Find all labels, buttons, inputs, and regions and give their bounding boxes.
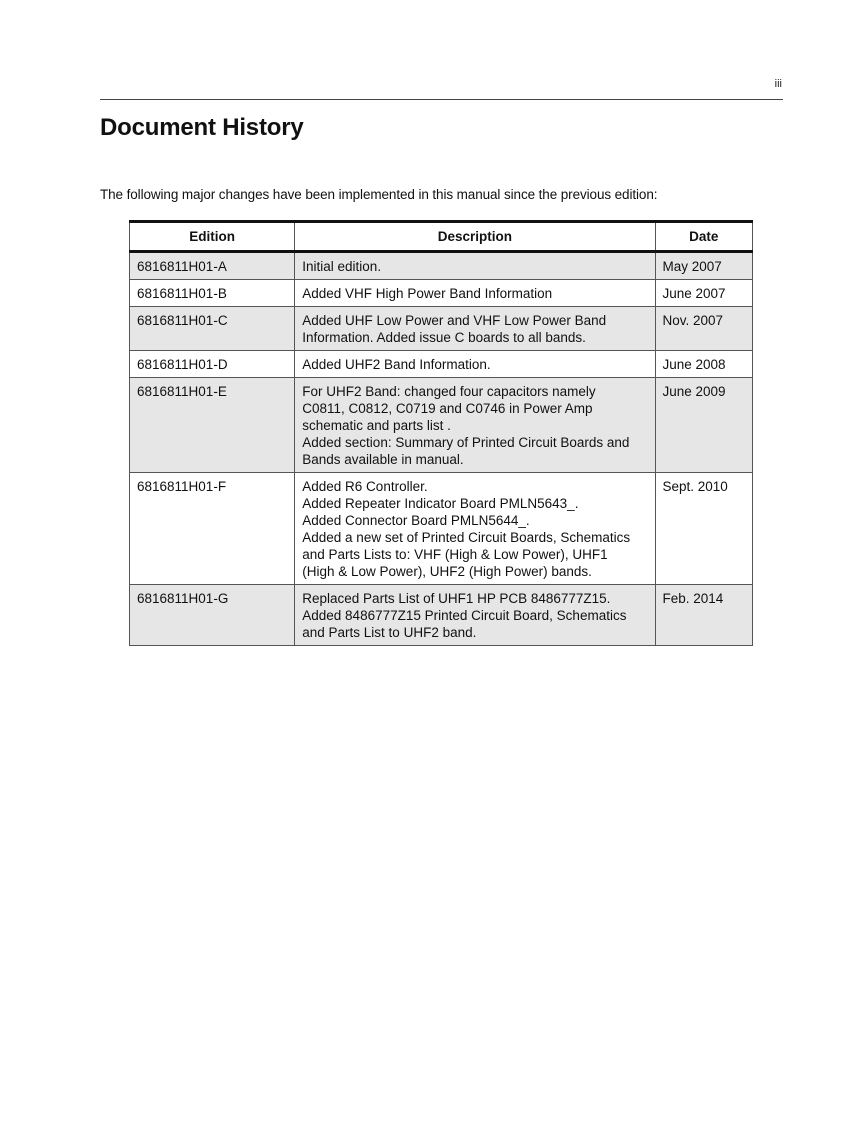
date-cell: June 2007 [655, 280, 753, 307]
description-line: Added UHF2 Band Information. [302, 357, 491, 372]
description-line: Added Repeater Indicator Board PMLN5643_. [302, 496, 579, 511]
page-number: iii [774, 78, 782, 90]
description-cell [295, 378, 655, 473]
table-row [130, 378, 753, 473]
description-line: Added Connector Board PMLN5644_. [302, 513, 530, 528]
header-edition: Edition [130, 222, 295, 252]
date-cell: Feb. 2014 [655, 585, 753, 646]
description-line: Added R6 Controller. [302, 479, 428, 494]
date-cell: June 2009 [655, 378, 753, 473]
table-row [130, 280, 753, 307]
description-line: Initial edition. [302, 259, 382, 274]
description-cell [295, 585, 655, 646]
header-rule [100, 99, 783, 100]
table-row [130, 473, 753, 585]
edition-cell: 6816811H01-D [130, 351, 295, 378]
edition-cell: 6816811H01-G [130, 585, 295, 646]
description-cell [295, 351, 655, 378]
date-cell: Nov. 2007 [655, 307, 753, 351]
date-cell: Sept. 2010 [655, 473, 753, 585]
description-line: Replaced Parts List of UHF1 HP PCB 8486777Z15. [302, 591, 611, 606]
description-line: (High & Low Power), UHF2 (High Power) bands. [302, 564, 592, 579]
description-cell [295, 252, 655, 280]
header-description: Description [295, 222, 655, 252]
description-line: Added a new set of Printed Circuit Boards, Schematics [302, 530, 631, 545]
header-date: Date [655, 222, 753, 252]
description-cell [295, 280, 655, 307]
date-cell: May 2007 [655, 252, 753, 280]
description-line: Added VHF High Power Band Information [302, 286, 553, 301]
edition-cell: 6816811H01-B [130, 280, 295, 307]
edition-cell: 6816811H01-E [130, 378, 295, 473]
description-cell [295, 307, 655, 351]
description-line: Information. Added issue C boards to all bands. [302, 330, 586, 345]
description-line: Added 8486777Z15 Printed Circuit Board, Schematics [302, 608, 627, 623]
date-cell: June 2008 [655, 351, 753, 378]
edition-cell: 6816811H01-A [130, 252, 295, 280]
table-row [130, 585, 753, 646]
edition-cell: 6816811H01-F [130, 473, 295, 585]
description-line: Added UHF Low Power and VHF Low Power Band [302, 313, 607, 328]
document-history-table [129, 220, 753, 646]
page-title: Document History [100, 114, 304, 141]
description-cell [295, 473, 655, 585]
edition-cell: 6816811H01-C [130, 307, 295, 351]
table-row [130, 307, 753, 351]
description-line: schematic and parts list . [302, 418, 451, 433]
description-line: and Parts List to UHF2 band. [302, 625, 477, 640]
table-body [130, 252, 753, 646]
table-header-row [130, 222, 753, 252]
intro-paragraph: The following major changes have been implemented in this manual since the previous edition: [100, 187, 658, 202]
description-line: For UHF2 Band: changed four capacitors namely [302, 384, 596, 399]
table-row [130, 351, 753, 378]
description-line: Added section: Summary of Printed Circuit Boards and [302, 435, 630, 450]
description-line: and Parts Lists to: VHF (High & Low Power), UHF1 [302, 547, 608, 562]
description-line: C0811, C0812, C0719 and C0746 in Power Amp [302, 401, 593, 416]
table-row [130, 252, 753, 280]
description-line: Bands available in manual. [302, 452, 464, 467]
